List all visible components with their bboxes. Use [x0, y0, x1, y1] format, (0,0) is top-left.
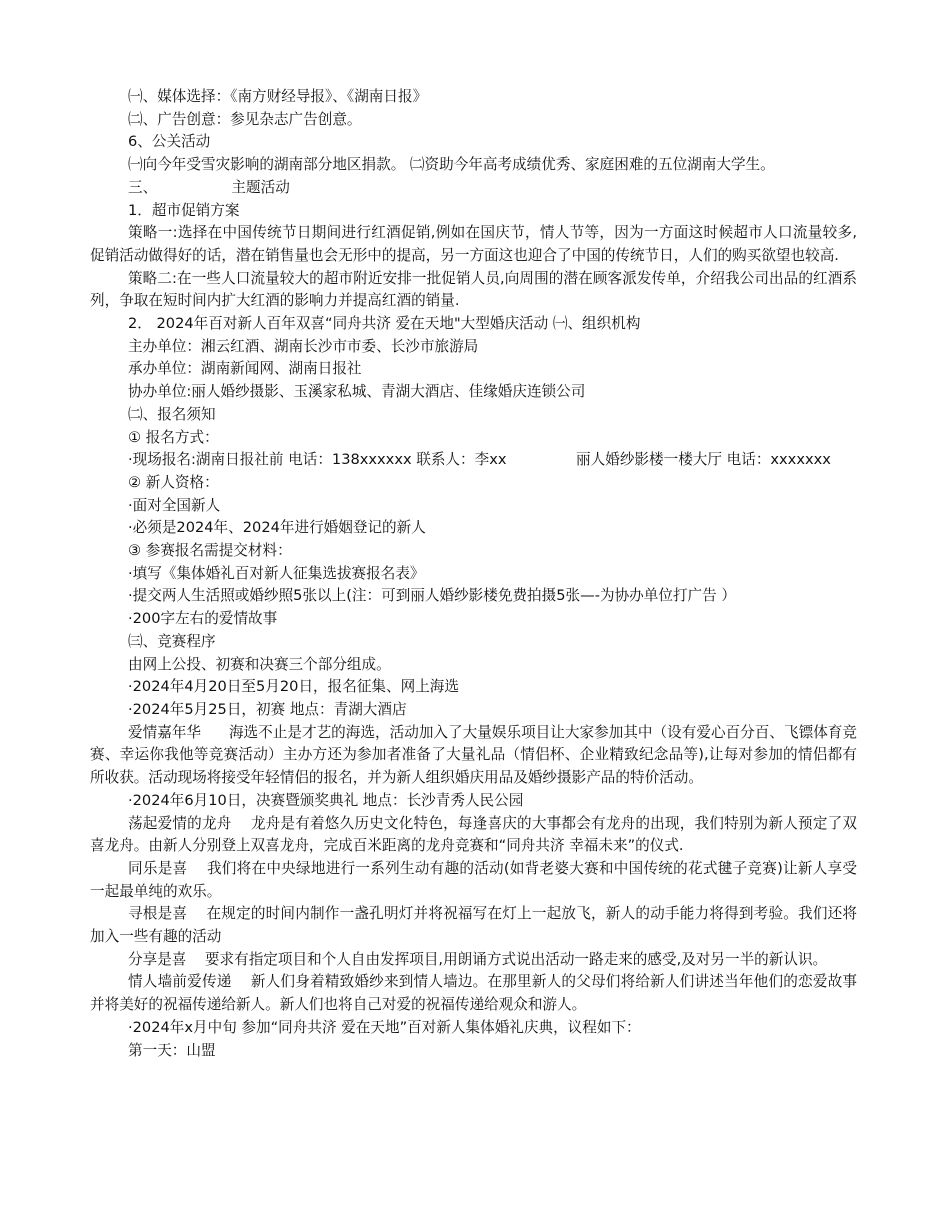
paragraph: ① 报名方式：: [128, 428, 219, 446]
paragraph: 荡起爱情的龙舟 龙舟是有着悠久历史文化特色，每逢喜庆的大事都会有龙舟的出现，我们特别为新人预定了双喜龙舟。由新人分别登上双喜龙舟，完成百米距离的龙舟竞赛和“同舟共济 幸福未来”的仪式.: [90, 814, 857, 855]
paragraph: ㈠向今年受雪灾影响的湖南部分地区捐款。 ㈡资助今年高考成绩优秀、家庭困难的五位湖南大学生。: [128, 156, 775, 174]
paragraph: ㈡、广告创意：参见杂志广告创意。: [128, 110, 362, 128]
paragraph: ③ 参赛报名需提交材料：: [128, 542, 292, 560]
paragraph: 6、公关活动: [128, 133, 211, 151]
paragraph: 情人墙前爱传递 新人们身着精致婚纱来到情人墙边。在那里新人的父母们将给新人们讲述当年他们的恋爱故事并将美好的祝福传递给新人。新人们也将自己对爱的祝福传递给观众和游人。: [90, 973, 857, 1014]
paragraph: 2． 2024年百对新人百年双喜“同舟共济 爱在天地"大型婚庆活动 ㈠、组织机构: [128, 315, 641, 333]
paragraph: 协办单位:丽人婚纱摄影、玉溪家私城、青湖大酒店、佳缘婚庆连锁公司: [128, 383, 586, 401]
paragraph: ·2024年4月20日至5月20日，报名征集、网上海选: [128, 678, 459, 696]
paragraph: ·200字左右的爱情故事: [128, 610, 278, 628]
paragraph: ㈢、竞赛程序: [128, 632, 216, 650]
paragraph: 同乐是喜 我们将在中央绿地进行一系列生动有趣的活动(如背老婆大赛和中国传统的花式毽子竞赛)让新人享受一起最单纯的欢乐。: [90, 859, 857, 900]
paragraph: 寻根是喜 在规定的时间内制作一盏孔明灯并将祝福写在灯上一起放飞，新人的动手能力将得到考验。我们还将加入一些有趣的活动: [90, 905, 857, 946]
paragraph: ·2024年x月中旬 参加“同舟共济 爱在天地”百对新人集体婚礼庆典，议程如下：: [128, 1018, 641, 1036]
paragraph: 策略一:选择在中国传统节日期间进行红酒促销,例如在国庆节，情人节等，因为一方面这时候超市人口流量较多,促销活动做得好的话，潜在销售量也会无形中的提高，另一方面这也迎合了中国的传统节日，人们的购买欲望也较高.: [90, 224, 857, 264]
paragraph: ·现场报名:湖南日报社前 电话：138xxxxxx 联系人：李xx 丽人婚纱影楼一楼大厅 电话：xxxxxxx: [128, 451, 831, 469]
paragraph: ·2024年5月25日，初赛 地点：青湖大酒店: [128, 700, 407, 718]
paragraph: 分享是喜 要求有指定项目和个人自由发挥项目,用朗诵方式说出活动一路走来的感受,及对另一半的新认识。: [128, 950, 828, 968]
paragraph: 1．超市促销方案: [128, 201, 240, 219]
paragraph: ·2024年6月10日，决赛暨颁奖典礼 地点：长沙青秀人民公园: [128, 791, 524, 809]
paragraph: 第一天：山盟: [128, 1041, 216, 1059]
paragraph: 三、 主题活动: [128, 178, 290, 196]
paragraph: 策略二:在一些人口流量较大的超市附近安排一批促销人员,向周围的潜在顾客派发传单，介绍我公司出品的红酒系列，争取在短时间内扩大红酒的影响力并提高红酒的销量.: [90, 269, 857, 310]
paragraph: 主办单位：湘云红酒、湖南长沙市市委、长沙市旅游局: [128, 337, 479, 355]
paragraph: 承办单位：湖南新闻网、湖南日报社: [128, 360, 362, 378]
paragraph: ② 新人资格：: [128, 473, 219, 491]
paragraph: ·面对全国新人: [128, 496, 221, 514]
paragraph: 由网上公投、初赛和决赛三个部分组成。: [128, 655, 391, 673]
paragraph: ㈡、报名须知: [128, 405, 216, 423]
paragraph: ·填写《集体婚礼百对新人征集选拔赛报名表》: [128, 564, 425, 582]
paragraph: ·必须是2024年、2024年进行婚姻登记的新人: [128, 519, 426, 537]
paragraph: ㈠、媒体选择：《南方财经导报》、《湖南日报》: [128, 88, 428, 105]
paragraph: 爱情嘉年华 海选不止是才艺的海选，活动加入了大量娱乐项目让大家参加其中（设有爱心百分百、飞镖体育竞赛、幸运你我他等竞赛活动）主办方还为参加者准备了大量礼品（情侣杯、企业精致纪念品等),让每对参加的情侣都有所收获。活动现场将接受年轻情侣的报名，并为新人组织婚庆用品及婚纱摄影产品的特价活动。: [90, 723, 857, 787]
paragraph: ·提交两人生活照或婚纱照5张以上(注：可到丽人婚纱影楼免费拍摄5张—-为协办单位打广告 ）: [128, 587, 736, 605]
